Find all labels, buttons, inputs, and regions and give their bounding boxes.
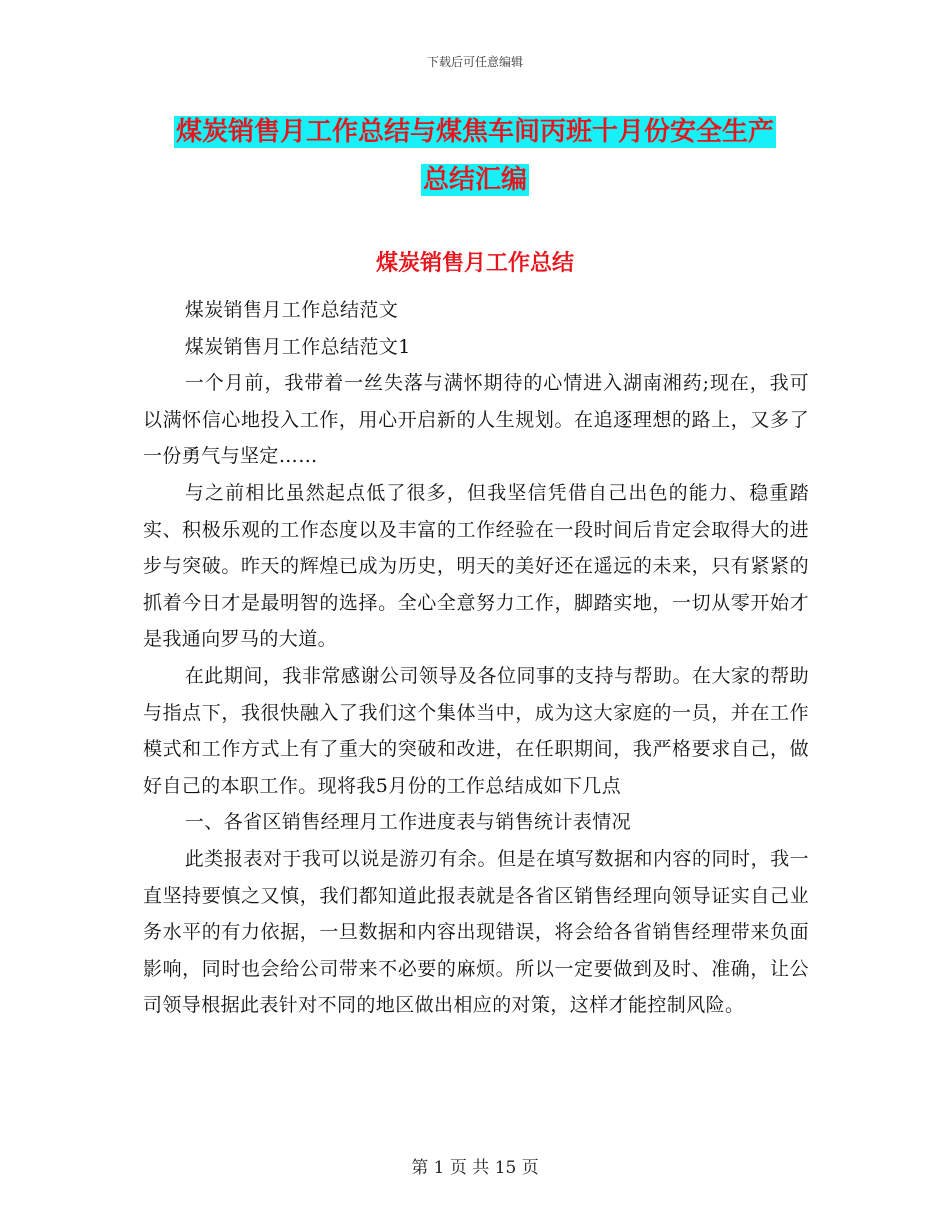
title-line-1 [0,108,950,156]
page-footer: 第 1 页 共 15 页 [411,1158,539,1178]
title-line-1-text: 煤炭销售月工作总结与煤焦车间丙班十月份安全生产 [175,117,774,147]
paragraph: 此类报表对于我可以说是游刃有余。但是在填写数据和内容的同时，我一直坚持要慎之又慎，我们都知道此报表就是各省区销售经理向领导证实自己业务水平的有力依据，一旦数据和内容出现错误，将会给各省销售经理带来负面影响，同时也会给公司带来不必要的麻烦。所以一定要做到及时、准确，让公司领导根据此表针对不同的地区做出相应的对策，这样才能控制风险。 [143,847,809,1017]
title-line-2 [0,156,950,204]
header-note: 下载后可任意编辑 [426,55,523,69]
paragraph: 与之前相比虽然起点低了很多，但我坚信凭借自己出色的能力、稳重踏实、积极乐观的工作态度以及丰富的工作经验在一段时间后肯定会取得大的进步与突破。昨天的辉煌已成为历史，明天的美好还在遥远的未来，只有紧紧的抓着今日才是最明智的选择。全心全意努力工作，脚踏实地，一切从零开始才是我通向罗马的大道。 [143,481,809,651]
paragraph: 在此期间，我非常感谢公司领导及各位同事的支持与帮助。在大家的帮助与指点下，我很快融入了我们这个集体当中，成为这大家庭的一员，并在工作模式和工作方式上有了重大的突破和改进，在任职期间，我严格要求自己，做好自己的本职工作。现将我5月份的工作总结成如下几点 [143,664,809,797]
section-title: 煤炭销售月工作总结 [375,251,574,276]
document-body [143,292,809,1024]
paragraph: 煤炭销售月工作总结范文 [184,299,399,321]
paragraph: 煤炭销售月工作总结范文1 [184,335,411,358]
title-line-2-text: 总结汇编 [422,165,527,195]
document-title [0,108,950,204]
paragraph: 一、各省区销售经理月工作进度表与销售统计表情况 [184,811,631,834]
paragraph: 一个月前，我带着一丝失落与满怀期待的心情进入湖南湘药;现在，我可以满怀信心地投入工作，用心开启新的人生规划。在追逐理想的路上，又多了一份勇气与坚定…… [143,372,809,468]
